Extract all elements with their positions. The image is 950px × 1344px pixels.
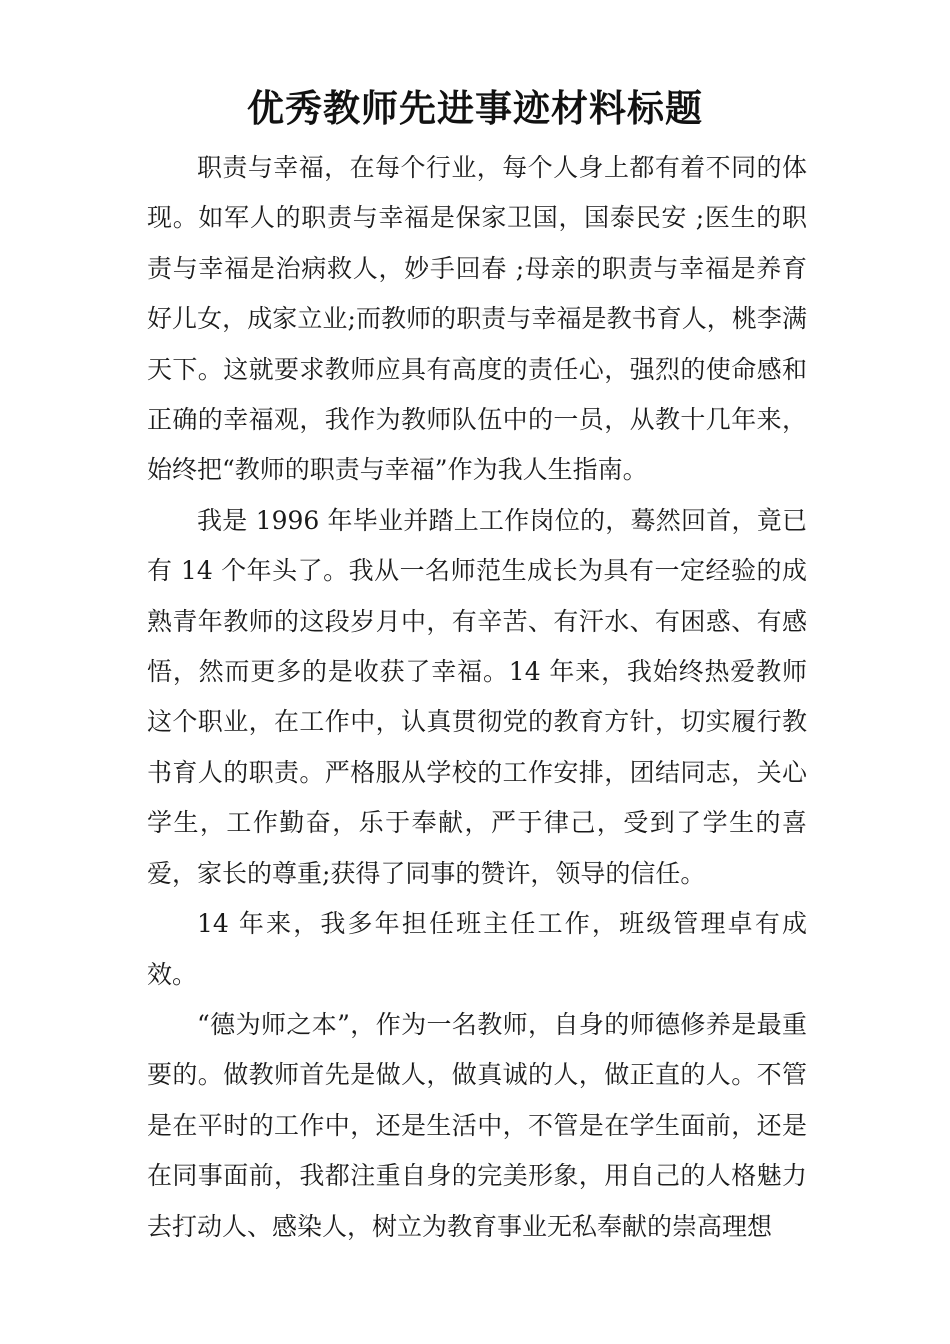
paragraph-intro: 职责与幸福，在每个行业，每个人身上都有着不同的体现。如军人的职责与幸福是保家卫国，国泰民安 ;医生的职责与幸福是治病救人，妙手回春 ;母亲的职责与幸福是养育好儿女，成家立业;而教师的职责与幸福是教书育人，桃李满天下。这就要求教师应具有高度的责任心，强烈的使命感和正确的幸福观，我作为教师队伍中的一员，从教十几年来，始终把“教师的职责与幸福”作为我人生指南。 [147,153,807,485]
paragraph-career: 我是 1996 年毕业并踏上工作岗位的，蓦然回首，竟已有 14 个年头了。我从一名师范生成长为具有一定经验的成熟青年教师的这段岁月中，有辛苦、有汗水、有困惑、有感悟，然而更多的是收获了幸福。14 年来，我始终热爱教师这个职业，在工作中，认真贯彻党的教育方针，切实履行教书育人的职责。严格服从学校的工作安排，团结同志，关心学生，工作勤奋，乐于奉献，严于律己，受到了学生的喜爱，家长的尊重;获得了同事的赞许，领导的信任。 [147,505,807,888]
paragraph-ethics: “德为师之本”，作为一名教师，自身的师德修养是最重要的。做教师首先是做人，做真诚的人，做正直的人。不管是在平时的工作中，还是生活中，不管是在学生面前，还是在同事面前，我都注重自身的完美形象，用自己的人格魅力去打动人、感染人，树立为教育事业无私奉献的崇高理想 [147,1009,807,1241]
paragraph-class-management: 14 年来，我多年担任班主任工作，班级管理卓有成效。 [147,909,807,989]
document-body [147,143,807,1252]
document-title: 优秀教师先进事迹材料标题 [247,86,703,130]
